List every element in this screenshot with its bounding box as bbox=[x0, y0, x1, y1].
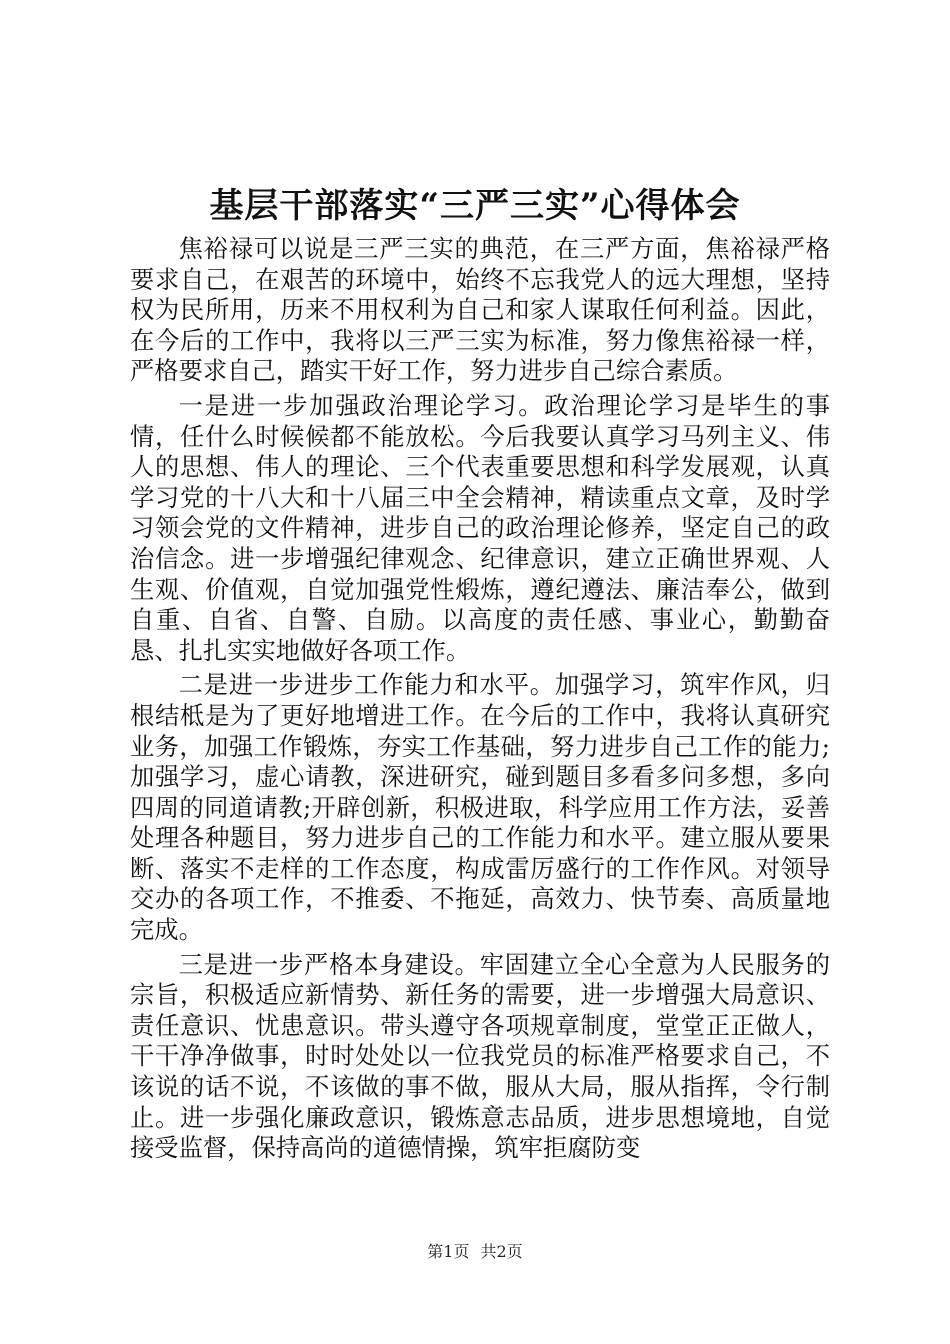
paragraph-intro: 焦裕禄可以说是三严三实的典范，在三严方面，焦裕禄严格要求自己，在艰苦的环境中，始终不忘我党人的远大理想，坚持权为民所用，历来不用权利为自己和家人谋取任何利益。因此，在今后的工作中，我将以三严三实为标准，努力像焦裕禄一样，严格要求自己，踏实干好工作，努力进步自己综合素质。 bbox=[130, 234, 830, 386]
paragraph-point-one: 一是进一步加强政治理论学习。政治理论学习是毕生的事情，任什么时候候都不能放松。今后我要认真学习马列主义、伟人的思想、伟人的理论、三个代表重要思想和科学发展观，认真学习党的十八大和十八届三中全会精神，精读重点文章，及时学习领会党的文件精神，进步自己的政治理论修养，坚定自己的政治信念。进一步增强纪律观念、纪律意识，建立正确世界观、人生观、价值观，自觉加强党性煅炼，遵纪遵法、廉洁奉公，做到自重、自省、自警、自励。以高度的责任感、事业心，勤勤奋恳、扎扎实实地做好各项工作。 bbox=[130, 390, 830, 665]
page-number: 第1页 bbox=[427, 1242, 470, 1261]
paragraph-point-three: 三是进一步严格本身建设。牢固建立全心全意为人民服务的宗旨，积极适应新情势、新任务的需要，进一步增强大局意识、责任意识、忧患意识。带头遵守各项规章制度，堂堂正正做人，干干净净做事，时时处处以一位我党员的标准严格要求自己，不该说的话不说，不该做的事不做，服从大局，服从指挥，令行制止。进一步强化廉政意识，锻炼意志品质，进步思想境地，自觉接受监督，保持高尚的道德情操，筑牢拒腐防变 bbox=[130, 949, 830, 1163]
document-title: 基层干部落实“三严三实”心得体会 bbox=[209, 186, 741, 226]
page-footer bbox=[0, 1242, 950, 1262]
page-total: 共2页 bbox=[480, 1242, 523, 1261]
paragraph-point-two: 二是进一步进步工作能力和水平。加强学习，筑牢作风，归根结柢是为了更好地增进工作。在今后的工作中，我将认真研究业务，加强工作锻炼，夯实工作基础，努力进步自己工作的能力;加强学习，虚心请教，深进研究，碰到题目多看多问多想，多向四周的同道请教;开辟创新，积极进取，科学应用工作方法，妥善处理各种题目，努力进步自己的工作能力和水平。建立服从要果断、落实不走样的工作态度，构成雷厉盛行的工作作风。对领导交办的各项工作，不推委、不拖延，高效力、快节奏、高质量地完成。 bbox=[130, 670, 830, 945]
document-body bbox=[130, 234, 830, 1164]
